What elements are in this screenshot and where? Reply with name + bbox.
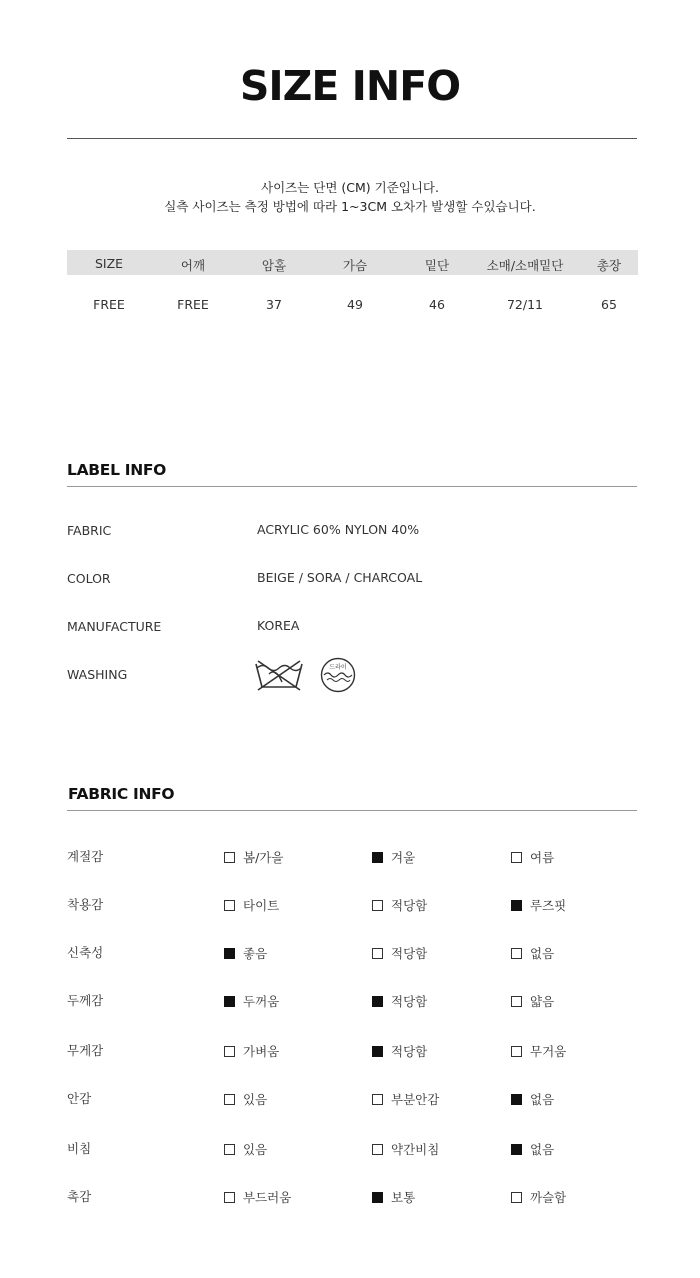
size-note-line2: 실측 사이즈는 측정 방법에 따라 1~3CM 오차가 발생할 수있습니다.: [164, 199, 536, 214]
fabric-option: [224, 944, 267, 962]
checked-box-icon: [372, 1046, 383, 1057]
checked-box-icon: [511, 900, 522, 911]
fabric-option-label: 루즈핏: [530, 898, 567, 913]
fabric-option-label: 부분안감: [391, 1092, 440, 1107]
fabric-option: [511, 944, 554, 962]
fabric-option: [224, 1140, 267, 1158]
checked-box-icon: [224, 996, 235, 1007]
fabric-option-label: 적당함: [391, 898, 428, 913]
label-info-key: WASHING: [67, 667, 128, 682]
unchecked-box-icon: [224, 852, 235, 863]
unchecked-box-icon: [224, 1144, 235, 1155]
fabric-option: [372, 848, 415, 866]
label-info-key: COLOR: [67, 571, 111, 586]
fabric-option-label: 보통: [391, 1190, 416, 1205]
fabric-option: [372, 1188, 415, 1206]
fabric-option: [224, 896, 279, 914]
fabric-option-label: 얇음: [530, 994, 555, 1009]
fabric-option: [224, 992, 279, 1010]
size-value-cell: FREE: [93, 297, 125, 312]
fabric-info-key: 안감: [67, 1091, 92, 1106]
fabric-option: [511, 848, 554, 866]
fabric-info-key: 비침: [67, 1141, 92, 1156]
fabric-option: [372, 944, 427, 962]
fabric-info-divider: [67, 810, 637, 811]
size-value-cell: 65: [601, 297, 617, 312]
fabric-option: [224, 1188, 291, 1206]
unchecked-box-icon: [372, 900, 383, 911]
unchecked-box-icon: [511, 948, 522, 959]
unchecked-box-icon: [224, 900, 235, 911]
fabric-info-key: 계절감: [67, 849, 104, 864]
fabric-option: [511, 1188, 566, 1206]
fabric-info-key: 무게감: [67, 1043, 104, 1058]
unchecked-box-icon: [511, 1046, 522, 1057]
checked-box-icon: [511, 1144, 522, 1155]
size-header-cell: 암홀: [261, 258, 287, 273]
fabric-option-label: 있음: [243, 1092, 268, 1107]
fabric-option: [511, 992, 554, 1010]
label-info-divider: [67, 486, 637, 487]
unchecked-box-icon: [511, 996, 522, 1007]
size-note-line1: 사이즈는 단면 (CM) 기준입니다.: [261, 180, 439, 195]
fabric-option: [224, 1090, 267, 1108]
size-header-cell: 밑단: [424, 258, 450, 273]
size-value-cell: 49: [347, 297, 363, 312]
fabric-option: [224, 1042, 279, 1060]
size-value-cell: 37: [266, 297, 282, 312]
fabric-info-key: 착용감: [67, 897, 104, 912]
unchecked-box-icon: [511, 1192, 522, 1203]
fabric-option: [372, 1042, 427, 1060]
fabric-option: [511, 1090, 554, 1108]
fabric-option-label: 좋음: [243, 946, 268, 961]
unchecked-box-icon: [511, 852, 522, 863]
unchecked-box-icon: [224, 1094, 235, 1105]
fabric-option-label: 까슬함: [530, 1190, 567, 1205]
fabric-option-label: 약간비침: [391, 1142, 440, 1157]
size-header-cell: 총장: [596, 258, 622, 273]
size-value-cell: 46: [429, 297, 445, 312]
unchecked-box-icon: [224, 1192, 235, 1203]
checked-box-icon: [224, 948, 235, 959]
fabric-option-label: 없음: [530, 1142, 555, 1157]
unchecked-box-icon: [372, 1094, 383, 1105]
size-header-cell: 소매/소매밑단: [486, 258, 564, 273]
fabric-option-label: 봄/가을: [243, 850, 284, 865]
fabric-option-label: 무거움: [530, 1044, 567, 1059]
unchecked-box-icon: [372, 1144, 383, 1155]
label-info-value: ACRYLIC 60% NYLON 40%: [257, 522, 420, 537]
dry-clean-label: 드라이: [329, 664, 347, 671]
fabric-option-label: 적당함: [391, 946, 428, 961]
fabric-option: [511, 1140, 554, 1158]
fabric-info-title: FABRIC INFO: [68, 785, 175, 803]
size-info-title: SIZE INFO: [239, 62, 461, 110]
label-info-key: MANUFACTURE: [67, 619, 162, 634]
label-info-value: KOREA: [257, 618, 300, 633]
size-header-cell: SIZE: [94, 256, 124, 271]
unchecked-box-icon: [224, 1046, 235, 1057]
fabric-option: [372, 1140, 439, 1158]
fabric-option-label: 부드러움: [243, 1190, 292, 1205]
checked-box-icon: [511, 1094, 522, 1105]
fabric-info-key: 두께감: [67, 993, 104, 1008]
fabric-option-label: 없음: [530, 946, 555, 961]
size-value-cell: 72/11: [506, 297, 544, 312]
fabric-option-label: 없음: [530, 1092, 555, 1107]
fabric-info-key: 촉감: [67, 1189, 92, 1204]
size-header-cell: 가슴: [342, 258, 368, 273]
fabric-option-label: 두꺼움: [243, 994, 280, 1009]
fabric-option: [511, 1042, 566, 1060]
checked-box-icon: [372, 996, 383, 1007]
title-divider: [67, 138, 637, 139]
label-info-key: FABRIC: [67, 523, 112, 538]
fabric-option-label: 타이트: [243, 898, 280, 913]
fabric-option-label: 있음: [243, 1142, 268, 1157]
label-info-title: LABEL INFO: [67, 461, 167, 479]
fabric-option-label: 겨울: [391, 850, 416, 865]
fabric-info-key: 신축성: [67, 945, 104, 960]
unchecked-box-icon: [372, 948, 383, 959]
size-value-cell: FREE: [177, 297, 209, 312]
label-info-value: BEIGE / SORA / CHARCOAL: [257, 570, 423, 585]
fabric-option: [372, 992, 427, 1010]
fabric-option-label: 적당함: [391, 994, 428, 1009]
checked-box-icon: [372, 852, 383, 863]
no-hand-wash-icon: [254, 658, 304, 692]
fabric-option: [372, 1090, 439, 1108]
fabric-option-label: 여름: [530, 850, 555, 865]
size-header-cell: 어깨: [180, 258, 206, 273]
checked-box-icon: [372, 1192, 383, 1203]
fabric-option: [372, 896, 427, 914]
fabric-option-label: 가벼움: [243, 1044, 280, 1059]
fabric-option: [511, 896, 566, 914]
fabric-option-label: 적당함: [391, 1044, 428, 1059]
fabric-option: [224, 848, 283, 866]
